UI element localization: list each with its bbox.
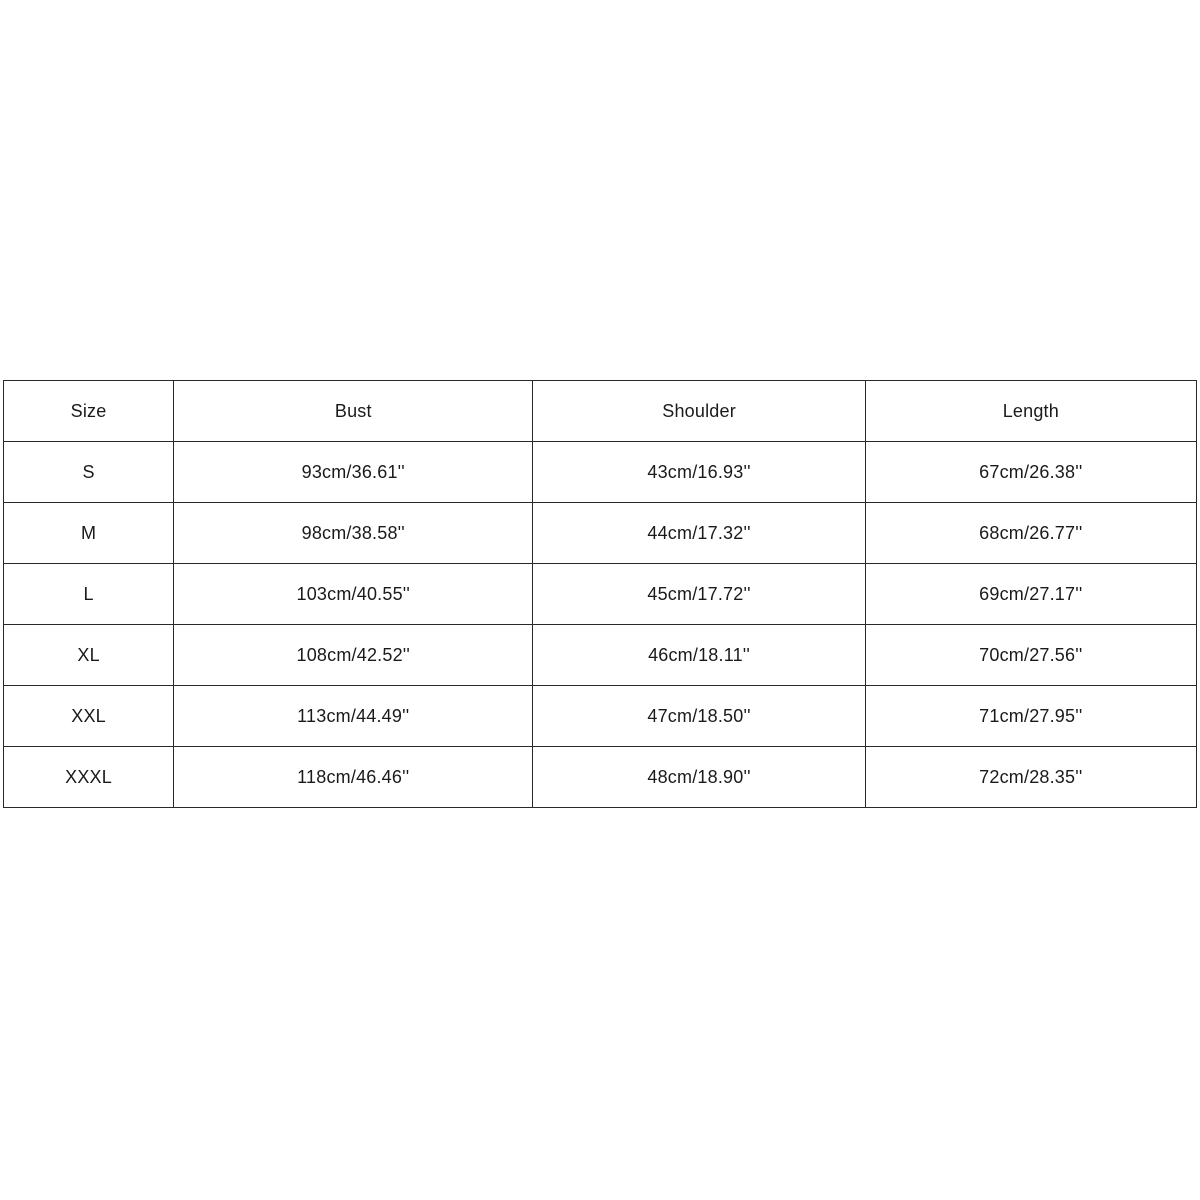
table-row: [4, 503, 1197, 564]
cell-bust: 93cm/36.61'': [174, 442, 533, 503]
cell-length: 67cm/26.38'': [865, 442, 1196, 503]
cell-shoulder: 44cm/17.32'': [533, 503, 865, 564]
cell-bust: 108cm/42.52'': [174, 625, 533, 686]
cell-bust: 118cm/46.46'': [174, 747, 533, 808]
cell-length: 70cm/27.56'': [865, 625, 1196, 686]
cell-size: M: [4, 503, 174, 564]
table-row: [4, 442, 1197, 503]
cell-shoulder: 47cm/18.50'': [533, 686, 865, 747]
table-row: [4, 747, 1197, 808]
cell-shoulder: 48cm/18.90'': [533, 747, 865, 808]
cell-length: 69cm/27.17'': [865, 564, 1196, 625]
cell-bust: 103cm/40.55'': [174, 564, 533, 625]
cell-shoulder: 45cm/17.72'': [533, 564, 865, 625]
cell-size: L: [4, 564, 174, 625]
header-shoulder: Shoulder: [533, 381, 865, 442]
cell-length: 72cm/28.35'': [865, 747, 1196, 808]
size-chart-table: [3, 380, 1197, 808]
cell-size: S: [4, 442, 174, 503]
cell-length: 71cm/27.95'': [865, 686, 1196, 747]
table-row: [4, 686, 1197, 747]
cell-bust: 98cm/38.58'': [174, 503, 533, 564]
table-row: [4, 625, 1197, 686]
cell-shoulder: 43cm/16.93'': [533, 442, 865, 503]
table-row: [4, 564, 1197, 625]
header-bust: Bust: [174, 381, 533, 442]
cell-length: 68cm/26.77'': [865, 503, 1196, 564]
cell-shoulder: 46cm/18.11'': [533, 625, 865, 686]
cell-size: XXXL: [4, 747, 174, 808]
cell-size: XXL: [4, 686, 174, 747]
header-length: Length: [865, 381, 1196, 442]
cell-bust: 113cm/44.49'': [174, 686, 533, 747]
header-size: Size: [4, 381, 174, 442]
table-header-row: [4, 381, 1197, 442]
cell-size: XL: [4, 625, 174, 686]
